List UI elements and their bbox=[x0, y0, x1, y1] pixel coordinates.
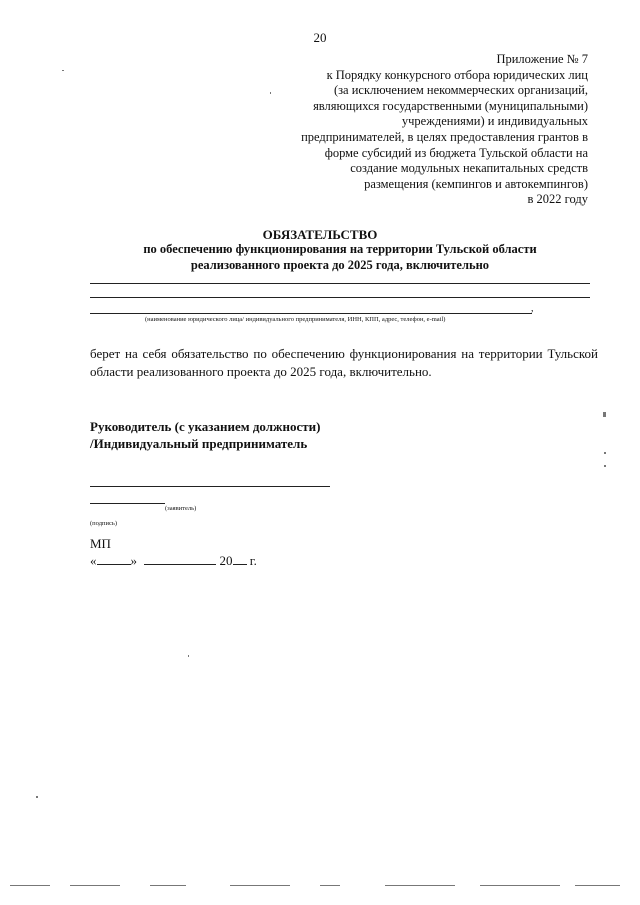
scan-speck bbox=[604, 465, 606, 467]
date-close-quote: » bbox=[130, 553, 137, 568]
annex-line: учреждениями) и индивидуальных bbox=[401, 114, 588, 129]
scan-edge-mark bbox=[70, 885, 120, 886]
scan-edge-mark bbox=[320, 885, 340, 886]
annex-line: Приложение № 7 bbox=[496, 52, 588, 66]
annex-line: создание модульных некапитальных средств bbox=[350, 161, 588, 176]
date-month-blank bbox=[144, 554, 216, 565]
annex-line: предпринимателей, в целях предоставления грантов в bbox=[301, 129, 588, 144]
date-open-quote: « bbox=[90, 553, 97, 568]
applicant-caption: (заявитель) bbox=[165, 505, 197, 512]
signer-line: /Индивидуальный предприниматель bbox=[90, 436, 308, 451]
date-year-suffix: г. bbox=[249, 553, 257, 568]
scan-edge-mark bbox=[480, 885, 560, 886]
date-year-blank bbox=[233, 554, 247, 565]
signature-line-short bbox=[90, 503, 165, 504]
fill-line bbox=[90, 297, 590, 298]
scan-speck bbox=[270, 92, 271, 94]
annex-line: являющихся государственными (муниципальными) bbox=[313, 98, 588, 113]
signer-line: Руководитель (с указанием должности) bbox=[90, 419, 321, 434]
scan-speck bbox=[36, 796, 38, 798]
date-day-blank bbox=[97, 554, 131, 565]
organization-caption: (наименование юридического лица/ индивидуального предпринимателя, ИНН, КПП, адрес, телефон, e-mail) bbox=[145, 316, 446, 323]
scan-edge-mark bbox=[150, 885, 186, 886]
scan-edge-mark bbox=[230, 885, 290, 886]
body-text: берет на себя обязательство по обеспечению функционирования на территории Тульской области реализованного проекта до 2025 года, включительно. bbox=[90, 346, 598, 379]
subtitle-line: реализованного проекта до 2025 года, включительно bbox=[190, 257, 490, 272]
subtitle-line: по обеспечению функционирования на территории Тульской области bbox=[143, 242, 537, 256]
signature-line bbox=[90, 486, 330, 487]
annex-line: размещения (кемпингов и автокемпингов) bbox=[364, 176, 588, 191]
annex-header bbox=[258, 52, 588, 208]
scan-speck bbox=[603, 412, 606, 417]
scan-edge-mark bbox=[575, 885, 620, 886]
annex-line: в 2022 году bbox=[527, 192, 588, 207]
fill-line bbox=[90, 283, 590, 284]
document-subtitle bbox=[60, 242, 620, 273]
date-row bbox=[90, 553, 257, 569]
scan-speck bbox=[62, 70, 64, 71]
annex-line: форме субсидий из бюджета Тульской области на bbox=[324, 145, 588, 160]
stamp-label: МП bbox=[90, 536, 111, 551]
scan-speck bbox=[604, 452, 606, 454]
annex-line: (за исключением некоммерческих организаций, bbox=[333, 83, 588, 98]
scan-speck bbox=[188, 655, 189, 657]
signature-caption: (подпись) bbox=[90, 520, 117, 527]
scan-edge-mark bbox=[10, 885, 50, 886]
scan-edge-mark bbox=[385, 885, 455, 886]
fill-comma: , bbox=[531, 303, 534, 314]
annex-line: к Порядку конкурсного отбора юридических лиц bbox=[326, 67, 588, 82]
signer-block bbox=[90, 418, 320, 452]
document-title: ОБЯЗАТЕЛЬСТВО bbox=[262, 227, 378, 242]
page-number: 20 bbox=[313, 30, 327, 45]
date-year-prefix: 20 bbox=[219, 553, 233, 568]
fill-line bbox=[90, 313, 532, 314]
